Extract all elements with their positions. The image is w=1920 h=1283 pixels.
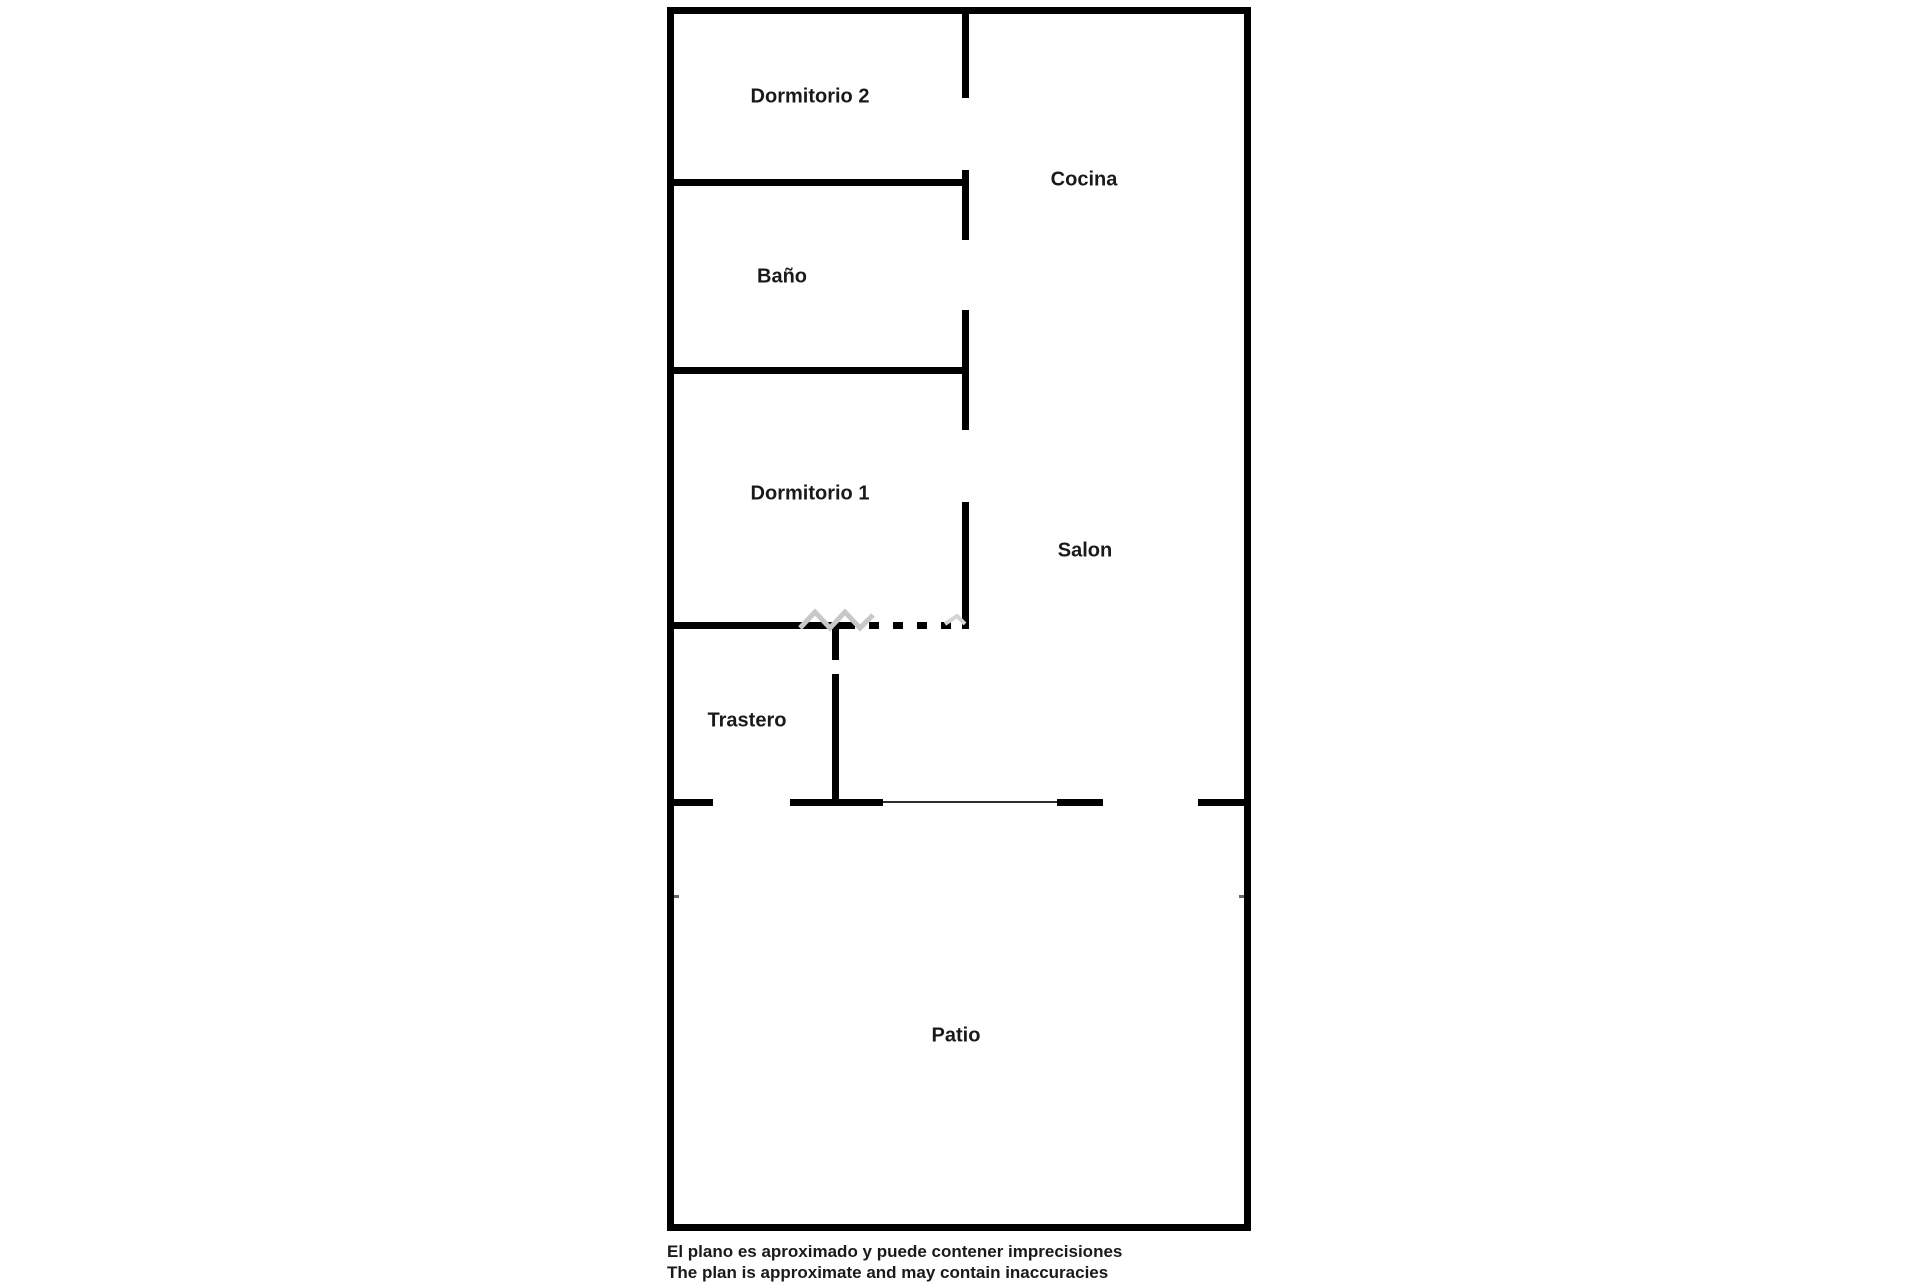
wall-tick-left	[674, 895, 679, 898]
wall-tick-right	[1239, 895, 1244, 898]
watermark-logo	[795, 602, 975, 677]
wall-outer-left	[667, 7, 674, 1231]
wall-patio-top-seg3	[1057, 799, 1103, 806]
wall-dormitorio2-bano	[674, 179, 969, 186]
room-label-patio: Patio	[931, 1024, 981, 1047]
room-label-dormitorio-1: Dormitorio 1	[750, 482, 870, 505]
wall-patio-top-thin	[883, 801, 1057, 803]
room-label-cocina: Cocina	[1050, 168, 1118, 191]
room-label-dormitorio-2: Dormitorio 2	[750, 85, 870, 108]
wall-patio-top-seg1	[674, 799, 713, 806]
wall-patio-top-seg4	[1198, 799, 1244, 806]
room-label-bano: Baño	[757, 265, 807, 288]
room-label-salon: Salon	[1057, 539, 1113, 562]
room-label-trastero: Trastero	[707, 709, 787, 732]
disclaimer	[667, 1241, 1122, 1283]
disclaimer-line-en: The plan is approximate and may contain inaccuracies	[667, 1263, 1109, 1282]
wall-patio-top-seg2	[790, 799, 883, 806]
disclaimer-line-es: El plano es aproximado y puede contener imprecisiones	[667, 1242, 1123, 1261]
wall-outer-right	[1244, 7, 1251, 1231]
wall-outer-top	[667, 7, 1251, 14]
wall-center-seg1	[962, 14, 969, 98]
wall-bano-dormitorio1	[674, 367, 969, 374]
wall-outer-bottom	[667, 1224, 1251, 1231]
